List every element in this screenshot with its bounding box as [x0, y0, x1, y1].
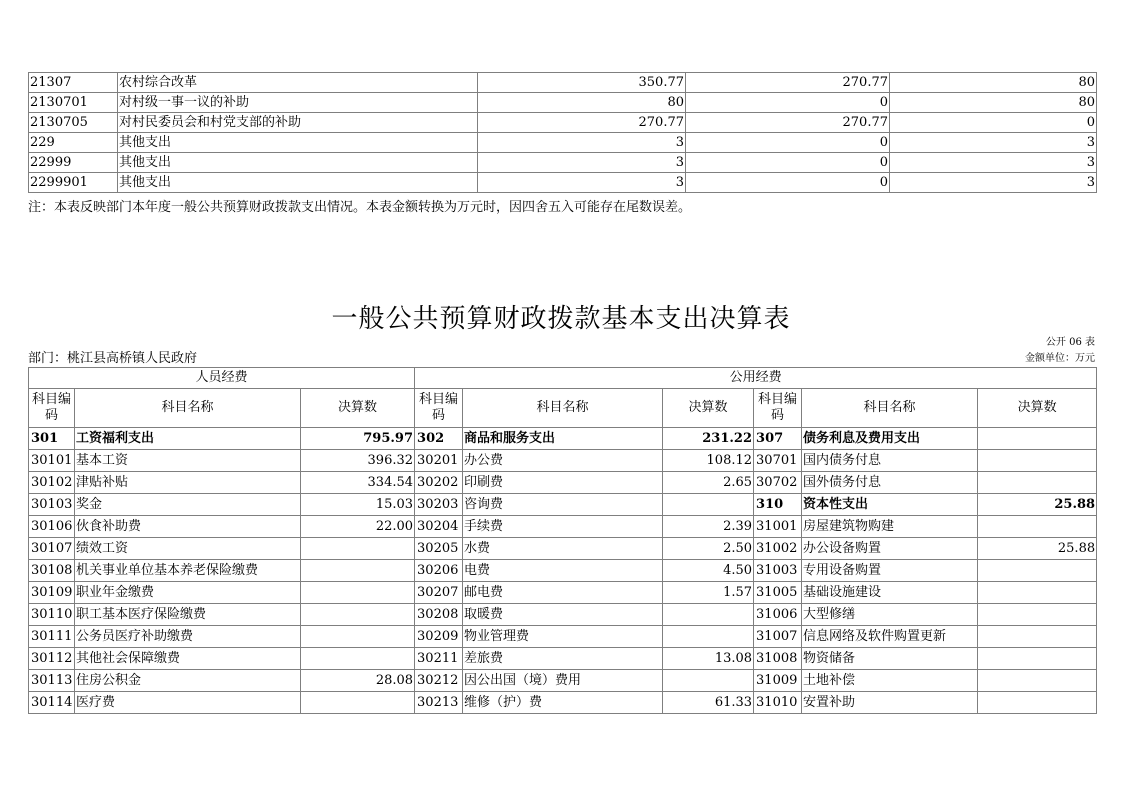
table-row — [29, 670, 1097, 692]
subject-code-cell: 30108 — [29, 560, 75, 582]
amount-cell: 2.50 — [663, 538, 754, 560]
subject-code-cell: 30702 — [754, 472, 802, 494]
subject-name-cell: 办公费 — [463, 450, 663, 472]
subject-code-cell: 30206 — [415, 560, 463, 582]
amount-unit: 金额单位：万元 — [1025, 353, 1095, 364]
total-amount-cell: 3 — [478, 173, 686, 193]
subject-name-cell: 办公设备购置 — [802, 538, 978, 560]
subject-code-cell: 30114 — [29, 692, 75, 714]
table-row — [29, 604, 1097, 626]
subject-name-cell: 专用设备购置 — [802, 560, 978, 582]
subject-name-cell: 电费 — [463, 560, 663, 582]
amount-cell — [978, 626, 1097, 648]
subject-code-cell: 30203 — [415, 494, 463, 516]
table-row — [29, 450, 1097, 472]
amount-cell — [301, 582, 415, 604]
amount-cell — [978, 648, 1097, 670]
amount-cell — [978, 428, 1097, 450]
group-personnel-header: 人员经费 — [29, 368, 415, 389]
subject-name-cell: 国内债务付息 — [802, 450, 978, 472]
subject-name-cell: 取暖费 — [463, 604, 663, 626]
basic-amount-cell: 0 — [686, 153, 890, 173]
project-amount-cell: 3 — [890, 173, 1097, 193]
subject-name-cell: 债务利息及费用支出 — [802, 428, 978, 450]
subject-name-cell: 土地补偿 — [802, 670, 978, 692]
col-amount-header: 决算数 — [663, 389, 754, 428]
subject-code-cell: 31002 — [754, 538, 802, 560]
table-row — [29, 93, 1097, 113]
subject-code-cell: 2130701 — [29, 93, 118, 113]
table-row — [29, 494, 1097, 516]
subject-code-cell: 31010 — [754, 692, 802, 714]
total-amount-cell: 80 — [478, 93, 686, 113]
subject-name-cell: 其他支出 — [118, 153, 478, 173]
department-label: 部门：桃江县高桥镇人民政府 — [28, 351, 198, 366]
col-amount-header: 决算数 — [978, 389, 1097, 428]
subject-name-cell: 职业年金缴费 — [75, 582, 301, 604]
col-amount-header: 决算数 — [301, 389, 415, 428]
subject-code-cell: 30106 — [29, 516, 75, 538]
total-amount-cell: 270.77 — [478, 113, 686, 133]
subject-code-cell: 30212 — [415, 670, 463, 692]
amount-cell — [301, 626, 415, 648]
amount-cell: 396.32 — [301, 450, 415, 472]
col-name-header: 科目名称 — [75, 389, 301, 428]
subject-name-cell: 维修（护）费 — [463, 692, 663, 714]
subject-name-cell: 对村级一事一议的补助 — [118, 93, 478, 113]
subject-name-cell: 商品和服务支出 — [463, 428, 663, 450]
amount-cell: 4.50 — [663, 560, 754, 582]
subject-code-cell: 310 — [754, 494, 802, 516]
subject-code-cell: 2130705 — [29, 113, 118, 133]
subject-name-cell: 奖金 — [75, 494, 301, 516]
subject-code-cell: 22999 — [29, 153, 118, 173]
amount-cell: 795.97 — [301, 428, 415, 450]
subject-name-cell: 其他社会保障缴费 — [75, 648, 301, 670]
table-row — [29, 173, 1097, 193]
form-number: 公开 06 表 — [1045, 337, 1095, 348]
table-note: 注：本表反映部门本年度一般公共预算财政拨款支出情况。本表金额转换为万元时，因四舍五入可能存在尾数误差。 — [28, 200, 692, 215]
subject-name-cell: 国外债务付息 — [802, 472, 978, 494]
amount-cell — [663, 494, 754, 516]
amount-cell — [301, 560, 415, 582]
table-row — [29, 560, 1097, 582]
amount-cell: 2.65 — [663, 472, 754, 494]
amount-cell: 25.88 — [978, 494, 1097, 516]
subject-name-cell: 大型修缮 — [802, 604, 978, 626]
subject-name-cell: 咨询费 — [463, 494, 663, 516]
subject-name-cell: 因公出国（境）费用 — [463, 670, 663, 692]
col-name-header: 科目名称 — [463, 389, 663, 428]
subject-name-cell: 邮电费 — [463, 582, 663, 604]
subject-code-cell: 30110 — [29, 604, 75, 626]
subject-code-cell: 31001 — [754, 516, 802, 538]
amount-cell — [301, 692, 415, 714]
table-row — [29, 648, 1097, 670]
table-row — [29, 516, 1097, 538]
basic-amount-cell: 270.77 — [686, 73, 890, 93]
subject-code-cell: 31005 — [754, 582, 802, 604]
amount-cell — [301, 648, 415, 670]
subject-code-cell: 30109 — [29, 582, 75, 604]
subject-name-cell: 安置补助 — [802, 692, 978, 714]
amount-cell: 2.39 — [663, 516, 754, 538]
subject-name-cell: 其他支出 — [118, 173, 478, 193]
amount-cell — [978, 450, 1097, 472]
subject-name-cell: 信息网络及软件购置更新 — [802, 626, 978, 648]
subject-code-cell: 31009 — [754, 670, 802, 692]
subject-code-cell: 30213 — [415, 692, 463, 714]
subject-name-cell: 机关事业单位基本养老保险缴费 — [75, 560, 301, 582]
amount-cell — [663, 670, 754, 692]
subject-code-cell: 30211 — [415, 648, 463, 670]
table-row — [29, 113, 1097, 133]
amount-cell: 28.08 — [301, 670, 415, 692]
total-amount-cell: 350.77 — [478, 73, 686, 93]
amount-cell — [301, 604, 415, 626]
subject-name-cell: 工资福利支出 — [75, 428, 301, 450]
amount-cell: 25.88 — [978, 538, 1097, 560]
amount-cell: 61.33 — [663, 692, 754, 714]
table-row — [29, 133, 1097, 153]
amount-cell — [978, 472, 1097, 494]
subject-name-cell: 基本工资 — [75, 450, 301, 472]
subject-name-cell: 津贴补贴 — [75, 472, 301, 494]
table-row — [29, 626, 1097, 648]
amount-cell — [978, 670, 1097, 692]
project-amount-cell: 3 — [890, 153, 1097, 173]
subject-name-cell: 差旅费 — [463, 648, 663, 670]
subject-name-cell: 物业管理费 — [463, 626, 663, 648]
amount-cell: 13.08 — [663, 648, 754, 670]
subject-code-cell: 31006 — [754, 604, 802, 626]
subject-name-cell: 住房公积金 — [75, 670, 301, 692]
subject-code-cell: 301 — [29, 428, 75, 450]
subject-name-cell: 医疗费 — [75, 692, 301, 714]
subject-code-cell: 30103 — [29, 494, 75, 516]
amount-cell: 108.12 — [663, 450, 754, 472]
subject-code-cell: 31007 — [754, 626, 802, 648]
basic-amount-cell: 270.77 — [686, 113, 890, 133]
total-amount-cell: 3 — [478, 153, 686, 173]
subject-code-cell: 30107 — [29, 538, 75, 560]
subject-name-cell: 职工基本医疗保险缴费 — [75, 604, 301, 626]
amount-cell — [978, 604, 1097, 626]
table-row — [29, 538, 1097, 560]
subject-code-cell: 302 — [415, 428, 463, 450]
subject-name-cell: 绩效工资 — [75, 538, 301, 560]
table-row — [29, 472, 1097, 494]
amount-cell: 15.03 — [301, 494, 415, 516]
subject-name-cell: 房屋建筑物购建 — [802, 516, 978, 538]
col-code-header: 科目编码 — [29, 389, 75, 428]
subject-code-cell: 31008 — [754, 648, 802, 670]
subject-code-cell: 31003 — [754, 560, 802, 582]
subject-code-cell: 229 — [29, 133, 118, 153]
amount-cell — [978, 692, 1097, 714]
subject-code-cell: 30101 — [29, 450, 75, 472]
group-public-header: 公用经费 — [415, 368, 1097, 389]
total-amount-cell: 3 — [478, 133, 686, 153]
basic-amount-cell: 0 — [686, 173, 890, 193]
amount-cell: 1.57 — [663, 582, 754, 604]
page-title: 一般公共预算财政拨款基本支出决算表 — [331, 304, 791, 334]
subject-code-cell: 30204 — [415, 516, 463, 538]
subject-code-cell: 307 — [754, 428, 802, 450]
subject-code-cell: 30102 — [29, 472, 75, 494]
subject-name-cell: 基础设施建设 — [802, 582, 978, 604]
subject-name-cell: 物资储备 — [802, 648, 978, 670]
table-row — [29, 428, 1097, 450]
subject-code-cell: 30111 — [29, 626, 75, 648]
subject-name-cell: 资本性支出 — [802, 494, 978, 516]
subject-name-cell: 水费 — [463, 538, 663, 560]
amount-cell: 231.22 — [663, 428, 754, 450]
table-row — [29, 73, 1097, 93]
col-code-header: 科目编码 — [754, 389, 802, 428]
col-code-header: 科目编码 — [415, 389, 463, 428]
subject-code-cell: 30208 — [415, 604, 463, 626]
subject-code-cell: 2299901 — [29, 173, 118, 193]
subject-name-cell: 对村民委员会和村党支部的补助 — [118, 113, 478, 133]
project-amount-cell: 80 — [890, 73, 1097, 93]
table-row — [29, 582, 1097, 604]
amount-cell — [978, 516, 1097, 538]
basic-amount-cell: 0 — [686, 133, 890, 153]
table-row — [29, 692, 1097, 714]
subject-code-cell: 30701 — [754, 450, 802, 472]
amount-cell — [978, 560, 1097, 582]
subject-code-cell: 30209 — [415, 626, 463, 648]
subject-code-cell: 30207 — [415, 582, 463, 604]
subject-name-cell: 农村综合改革 — [118, 73, 478, 93]
subject-name-cell: 伙食补助费 — [75, 516, 301, 538]
subject-name-cell: 公务员医疗补助缴费 — [75, 626, 301, 648]
project-amount-cell: 80 — [890, 93, 1097, 113]
table-row — [29, 153, 1097, 173]
amount-cell — [663, 604, 754, 626]
project-amount-cell: 0 — [890, 113, 1097, 133]
subject-code-cell: 30202 — [415, 472, 463, 494]
project-amount-cell: 3 — [890, 133, 1097, 153]
subject-name-cell: 其他支出 — [118, 133, 478, 153]
subject-name-cell: 手续费 — [463, 516, 663, 538]
basic-amount-cell: 0 — [686, 93, 890, 113]
subject-code-cell: 30113 — [29, 670, 75, 692]
amount-cell — [301, 538, 415, 560]
subject-code-cell: 21307 — [29, 73, 118, 93]
column-header-row — [29, 389, 1097, 428]
amount-cell: 334.54 — [301, 472, 415, 494]
expenditure-detail-table — [28, 72, 1097, 193]
subject-code-cell: 30112 — [29, 648, 75, 670]
subject-name-cell: 印刷费 — [463, 472, 663, 494]
amount-cell — [978, 582, 1097, 604]
basic-expenditure-table — [28, 367, 1097, 714]
subject-code-cell: 30205 — [415, 538, 463, 560]
group-header-row — [29, 368, 1097, 389]
amount-cell — [663, 626, 754, 648]
col-name-header: 科目名称 — [802, 389, 978, 428]
subject-code-cell: 30201 — [415, 450, 463, 472]
amount-cell: 22.00 — [301, 516, 415, 538]
